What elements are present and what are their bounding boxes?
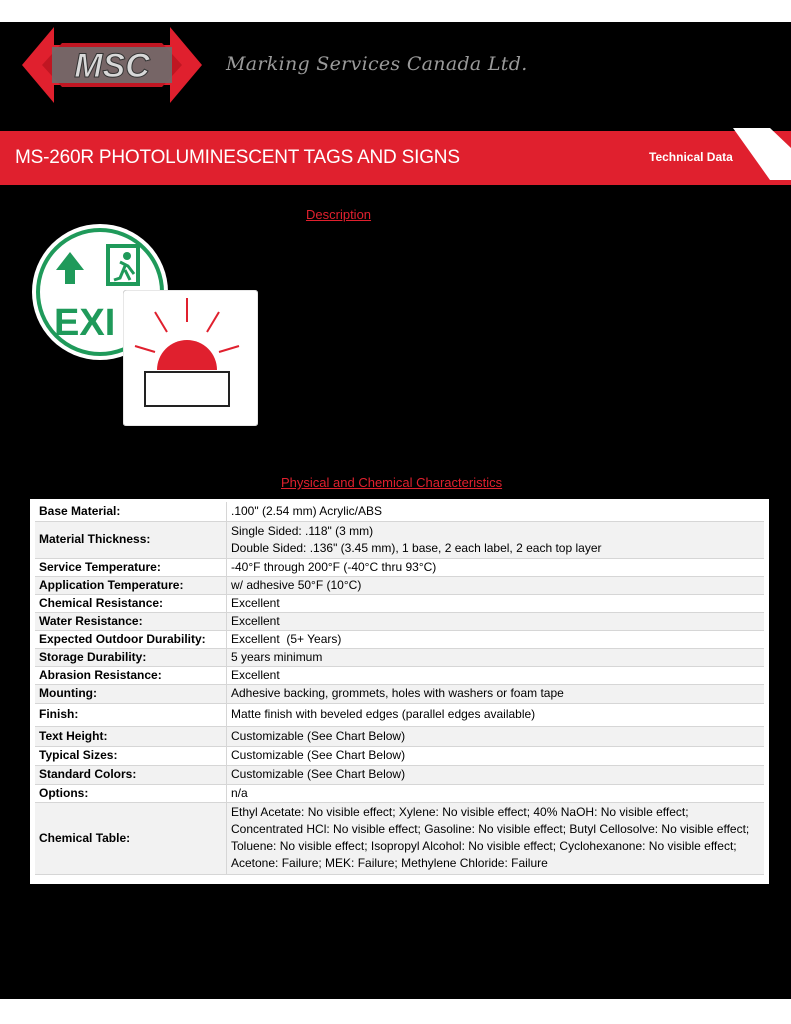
- table-row: [35, 594, 764, 612]
- row-value: w/ adhesive 50°F (10°C): [227, 576, 765, 594]
- row-value: .100" (2.54 mm) Acrylic/ABS: [227, 502, 765, 521]
- table-row: [35, 666, 764, 684]
- row-value: Customizable (See Chart Below): [227, 746, 765, 765]
- row-value: Excellent (5+ Years): [227, 630, 765, 648]
- row-value: 5 years minimum: [227, 648, 765, 666]
- row-label: Water Resistance:: [35, 612, 227, 630]
- row-value: Adhesive backing, grommets, holes with washers or foam tape: [227, 684, 765, 703]
- row-value: Excellent: [227, 594, 765, 612]
- row-value: [227, 521, 765, 558]
- row-value: Customizable (See Chart Below): [227, 765, 765, 784]
- characteristics-table-card: [30, 499, 769, 884]
- row-label: Material Thickness:: [35, 521, 227, 558]
- svg-text:MSC: MSC: [74, 47, 150, 85]
- table-row: [35, 746, 764, 765]
- row-value-line: Single Sided: .118" (3 mm): [231, 523, 374, 538]
- table-row: [35, 765, 764, 784]
- row-value-line: Double Sided: .136" (3.45 mm), 1 base, 2 each label, 2 each top layer: [231, 540, 602, 555]
- table-row: [35, 576, 764, 594]
- datasheet-page: [0, 22, 791, 999]
- row-label: Storage Durability:: [35, 648, 227, 666]
- row-label: Abrasion Resistance:: [35, 666, 227, 684]
- alarm-beacon-icon: [123, 290, 258, 426]
- row-value: Excellent: [227, 612, 765, 630]
- row-label: Typical Sizes:: [35, 746, 227, 765]
- row-label: Base Material:: [35, 502, 227, 521]
- row-value: Excellent: [227, 666, 765, 684]
- msc-logo: [22, 25, 202, 105]
- characteristics-table: [35, 502, 764, 875]
- row-label: Chemical Resistance:: [35, 594, 227, 612]
- row-value: -40°F through 200°F (-40°C thru 93°C): [227, 558, 765, 576]
- characteristics-heading[interactable]: Physical and Chemical Characteristics: [281, 475, 503, 490]
- row-label: Expected Outdoor Durability:: [35, 630, 227, 648]
- row-label: Service Temperature:: [35, 558, 227, 576]
- table-row: [35, 648, 764, 666]
- table-row: [35, 703, 764, 726]
- row-value: Matte finish with beveled edges (parallel edges available): [227, 703, 765, 726]
- table-row: [35, 726, 764, 746]
- table-row: [35, 684, 764, 703]
- row-label: Chemical Table:: [35, 802, 227, 874]
- document-title: MS-260R PHOTOLUMINESCENT TAGS AND SIGNS: [15, 147, 460, 168]
- row-label: Application Temperature:: [35, 576, 227, 594]
- row-label: Standard Colors:: [35, 765, 227, 784]
- table-row: [35, 521, 764, 558]
- table-row: [35, 784, 764, 802]
- row-value: Customizable (See Chart Below): [227, 726, 765, 746]
- row-label: Finish:: [35, 703, 227, 726]
- row-label: Mounting:: [35, 684, 227, 703]
- table-row: [35, 502, 764, 521]
- table-row: [35, 630, 764, 648]
- row-label: Text Height:: [35, 726, 227, 746]
- row-value: Ethyl Acetate: No visible effect; Xylene: No visible effect; 40% NaOH: No visible effect; Concentrated HCl: No visible effect; Gasoline: No visible effect; Butyl Cellosolve: No visible effect; Toluene: No visible effect; Isopropyl Alcohol: No visible effect; Cyclohexanone: No visible effect; Acetone: Failure; MEK: Failure; Methylene Chloride: Failure: [227, 802, 765, 874]
- svg-text:EXI: EXI: [54, 302, 116, 344]
- table-row: [35, 558, 764, 576]
- table-row: [35, 802, 764, 874]
- table-row: [35, 612, 764, 630]
- row-label: Options:: [35, 784, 227, 802]
- company-name: Marking Services Canada Ltd.: [226, 53, 528, 75]
- technical-data-label: Technical Data: [649, 150, 733, 164]
- row-value: n/a: [227, 784, 765, 802]
- description-heading[interactable]: Description: [306, 207, 372, 222]
